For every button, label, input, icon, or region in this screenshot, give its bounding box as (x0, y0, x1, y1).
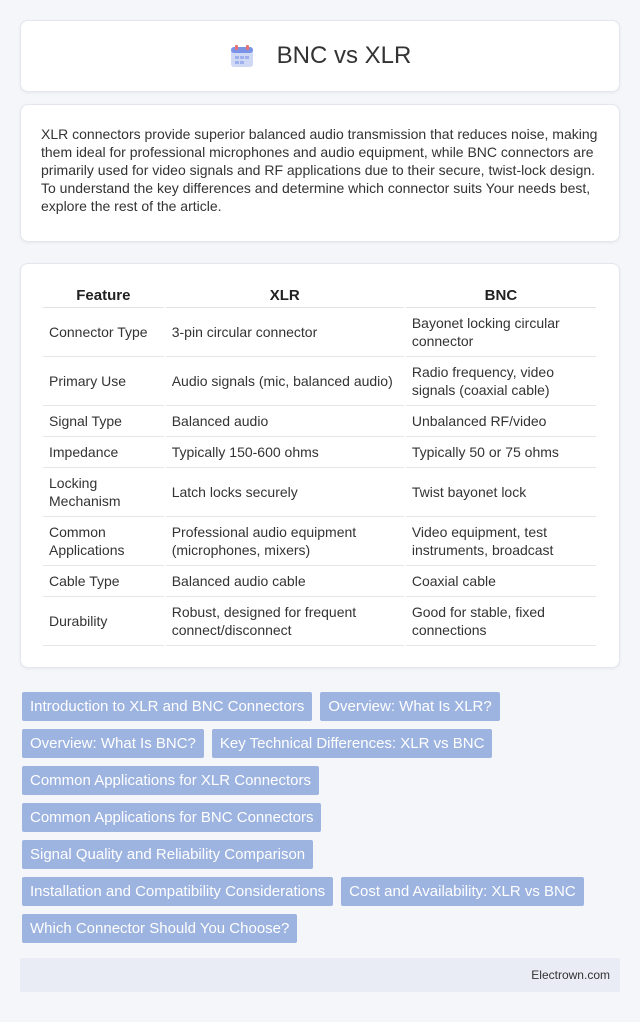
related-topics (22, 692, 620, 951)
topic-link[interactable]: Overview: What Is BNC? (22, 729, 204, 758)
cell-xlr: Audio signals (mic, balanced audio) (166, 357, 404, 406)
cell-bnc: Twist bayonet lock (406, 468, 596, 517)
header-bnc: BNC (406, 282, 596, 308)
header-feature: Feature (43, 282, 164, 308)
tag-row (22, 914, 620, 943)
cell-feature: Connector Type (43, 308, 164, 357)
topic-link[interactable]: Common Applications for XLR Connectors (22, 766, 319, 795)
topic-link[interactable]: Which Connector Should You Choose? (22, 914, 297, 943)
cell-bnc: Video equipment, test instruments, broadcast (406, 517, 596, 566)
tag-row (22, 877, 620, 906)
header-card (20, 20, 620, 92)
intro-card (20, 104, 620, 242)
tag-row (22, 692, 620, 721)
footer-site-name: Electrown.com (531, 968, 610, 982)
topic-link[interactable]: Introduction to XLR and BNC Connectors (22, 692, 312, 721)
table-row (43, 357, 596, 406)
cell-feature: Locking Mechanism (43, 468, 164, 517)
table-row (43, 437, 596, 468)
table-row (43, 566, 596, 597)
table-row (43, 406, 596, 437)
cell-feature: Cable Type (43, 566, 164, 597)
cell-xlr: Typically 150-600 ohms (166, 437, 404, 468)
tag-row (22, 840, 620, 869)
cell-feature: Durability (43, 597, 164, 646)
cell-xlr: Professional audio equipment (microphones, mixers) (166, 517, 404, 566)
cell-bnc: Bayonet locking circular connector (406, 308, 596, 357)
table-row (43, 308, 596, 357)
header-xlr: XLR (166, 282, 404, 308)
cell-feature: Common Applications (43, 517, 164, 566)
table-row (43, 517, 596, 566)
cell-bnc: Good for stable, fixed connections (406, 597, 596, 646)
cell-xlr: Balanced audio (166, 406, 404, 437)
cell-xlr: Balanced audio cable (166, 566, 404, 597)
tag-row (22, 803, 620, 832)
comparison-table-card (20, 263, 620, 668)
tag-row (22, 729, 620, 758)
cell-xlr: 3-pin circular connector (166, 308, 404, 357)
topic-link[interactable]: Installation and Compatibility Considerations (22, 877, 333, 906)
topic-link[interactable]: Cost and Availability: XLR vs BNC (341, 877, 584, 906)
table-row (43, 597, 596, 646)
tag-row (22, 766, 620, 795)
calendar-icon (229, 43, 255, 69)
cell-feature: Signal Type (43, 406, 164, 437)
table-header-row (43, 282, 596, 308)
cell-bnc: Unbalanced RF/video (406, 406, 596, 437)
cell-bnc: Coaxial cable (406, 566, 596, 597)
cell-bnc: Radio frequency, video signals (coaxial cable) (406, 357, 596, 406)
table-row (43, 468, 596, 517)
page-title: BNC vs XLR (276, 42, 412, 69)
cell-bnc: Typically 50 or 75 ohms (406, 437, 596, 468)
cell-feature: Primary Use (43, 357, 164, 406)
cell-feature: Impedance (43, 437, 164, 468)
topic-link[interactable]: Signal Quality and Reliability Comparison (22, 840, 313, 869)
comparison-table (41, 282, 598, 646)
topic-link[interactable]: Common Applications for BNC Connectors (22, 803, 321, 832)
intro-text: XLR connectors provide superior balanced audio transmission that reduces noise, making them ideal for professional microphones and audio equipment, while BNC connectors are primarily used for video signals and RF applications due to their secure, twist-lock design. To understand the key differences and determine which connector suits Your needs best, explore the rest of the article. (41, 126, 598, 214)
cell-xlr: Robust, designed for frequent connect/disconnect (166, 597, 404, 646)
topic-link[interactable]: Overview: What Is XLR? (320, 692, 499, 721)
footer (20, 958, 620, 992)
topic-link[interactable]: Key Technical Differences: XLR vs BNC (212, 729, 493, 758)
cell-xlr: Latch locks securely (166, 468, 404, 517)
